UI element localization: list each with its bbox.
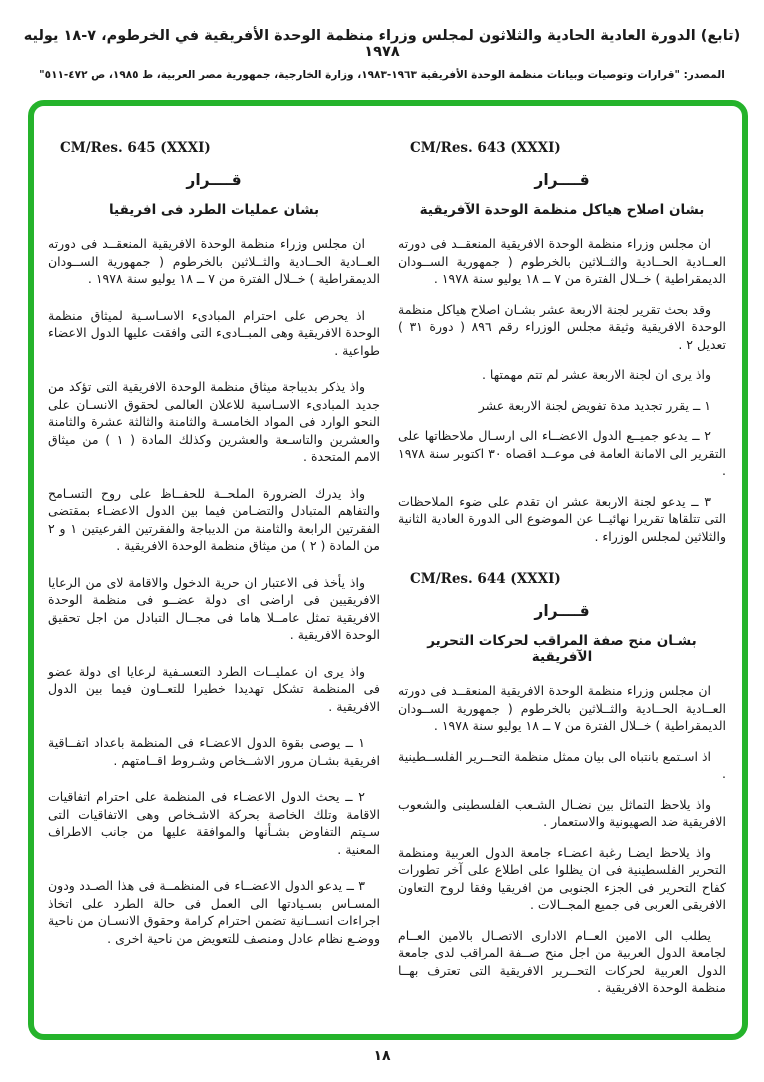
- page-number: ١٨: [373, 1048, 391, 1064]
- resolution-645: [48, 140, 380, 947]
- paragraph: اذ اسـتمع بانتباه الى بيان ممثل منظمة التحــرير الفلســطينية .: [398, 748, 726, 781]
- resolution-645-title: بشان عمليات الطرد فى افريقيا: [108, 202, 320, 218]
- paragraph: ١ ــ يقرر تجديد مدة تفويض لجنة الاربعة عشر: [478, 397, 711, 413]
- paragraph: واذ يأخذ فى الاعتبار ان حرية الدخول والاقامة لاى من الرعايا الافريقيين فى اراضى اى دولة عضــو فى منظمة الوحدة الافريقية تمثل عامــلا هاما فى مجــال التبادل من اجل تحقيق الوحدة الافريقية .: [48, 574, 380, 642]
- resolution-645-qarar-heading: قــــرار: [186, 171, 242, 189]
- paragraph: واذ يلاحظ التماثل بين نضـال الشـعب الفلسطينى والشعوب الافريقية ضد الصهيونية والاستعمار .: [398, 796, 726, 829]
- resolution-643-qarar-heading: قــــرار: [534, 171, 590, 189]
- paragraph: يطلب الى الامين العــام الادارى الاتصـال بالامين العــام لجامعة الدول العربية من اجل منح صــفة المراقب لدى جامعة الدول العربية لحركات التحــرير الافريقية التى تعترف بهــا منظمة الوحدة الافريقية .: [398, 927, 726, 995]
- document-frame: [28, 100, 748, 1040]
- paragraph: ٣ ــ يدعو لجنة الاربعة عشر ان تقدم على ضوء الملاحظات التى تتلقاها تقريرا نهائيــا عن الموضوع الى الدورة العادية الثانية والثلاثين لمجلس الوزراء .: [398, 493, 726, 544]
- resolution-644-title: بشـان منح صفة المراقب لحركات التحرير الآفريقية: [427, 633, 697, 665]
- paragraph: واذ يرى ان لجنة الاربعة عشر لم تتم مهمتها .: [481, 367, 711, 382]
- paragraph: اذ يحرص على احترام المبادىء الاسـاسـية لميثاق منظمة الوحدة الافريقية وهى المبــادىء التى وافقت عليها الدول الاعضاء طواعية .: [48, 307, 380, 358]
- paragraph: ٢ ــ يحث الدول الاعضـاء فى المنظمة على احترام اتفاقيات الاقامة وتلك الخاصة بحركة الاشـخاص وهى الاتفاقيات التى سـيتم التفاوض بشـأنها والموافقة عليها من جانب الاطراف المعنية .: [48, 789, 380, 857]
- paragraph: ان مجلس وزراء منظمة الوحدة الافريقية المنعقــد فى دورته العــادية الحــادية والثــلاثين بالخرطوم ( جمهورية الســودان الديمقراطية ) خــلال الفترة من ٧ ــ ١٨ يوليو سنة ١٩٧٨ .: [398, 236, 726, 286]
- page-header: [10, 28, 754, 81]
- paragraph: ان مجلس وزراء منظمة الوحدة الافريقية المنعقــد فى دورته العــادية الحــادية والثــلاثين بالخرطوم ( جمهورية الســودان الديمقراطية ) خــلال الفترة من ٧ ــ ١٨ يوليو سنة ١٩٧٨ .: [398, 683, 726, 733]
- header-session-line: (تابع) الدورة العادية الحادية والثلاثون لمجلس وزراء منظمة الوحدة الأفريقية في الخرطوم، ٧-١٨ يوليه ١٩٧٨: [23, 28, 741, 60]
- paragraph: ٢ ــ يدعو جميــع الدول الاعضــاء الى ارسـال ملاحظاتها على التقرير الى الامانة العامة فى موعــد اقصاه ٣٠ اكتوبر سنة ١٩٧٨ .: [398, 428, 726, 478]
- paragraph: واذ يذكر بديباجة ميثاق منظمة الوحدة الافريقية التى تؤكد من جديد المبادىء الاسـاسية للاعلان العالمى لحقوق الانسـان على النحو الوارد فى المواد الخامسـة والثامنة والثالثة عشرة والثامنة والعشرين والتاسـعة والعشرين وكذلك المادة ( ١ ) من ميثاق الامم المتحدة .: [48, 379, 380, 464]
- resolution-643-title: بشان اصلاح هياكل منظمة الوحدة الآفريقية: [419, 202, 705, 218]
- paragraph: ان مجلس وزراء منظمة الوحدة الافريقية المنعقــد فى دورته العــادية الحــادية والثــلاثين بالخرطوم ( جمهورية الســودان الديمقراطية ) خــلال الفترة من ٧ ــ ١٨ يوليو سنة ١٩٧٨ .: [48, 236, 380, 286]
- resolution-644: [398, 571, 726, 997]
- paragraph: واذ يرى ان عمليــات الطرد التعسـفية لرعايا اى دولة عضو فى المنظمة تشكل تهديدا خطيرا للتعــاون فيما بين الدول الافريقية .: [48, 663, 380, 714]
- resolution-645-number: CM/Res. 645 (XXXI): [60, 140, 211, 156]
- paragraph: ١ ــ يوصى بقوة الدول الاعضـاء فى المنظمة باعداد اتفــاقية افريقية بشـان مرور الاشــخاص وشـروط اقــامتهم .: [48, 735, 380, 768]
- resolution-644-qarar-heading: قــــرار: [534, 602, 590, 620]
- resolution-643: [398, 140, 726, 545]
- column-left: [48, 140, 380, 966]
- resolution-643-number: CM/Res. 643 (XXXI): [410, 140, 561, 156]
- paragraph: ٣ ــ يدعو الدول الاعضــاء فى المنظمــة فى هذا الصـدد ودون المسـاس بسـيادتها الى العمل فى حالة الطرد على اتخاذ اجراءات انســانية تضمن احترام كرامة وحقوق الانسـان من ناحية ووضـع نظام عادل ومنصف للتعويض من ناحية اخرى .: [48, 878, 380, 946]
- column-right: [398, 140, 726, 1010]
- paragraph: وقد بحث تقرير لجنة الاربعة عشر بشـان اصلاح هياكل منظمة الوحدة الافريقية وثيقة مجلس الوزراء رقم ٨٩٦ ( دورة ٣١ ) تعديل ٢ .: [398, 301, 727, 352]
- resolution-644-number: CM/Res. 644 (XXXI): [410, 571, 561, 587]
- header-source-line: المصدر: "قرارات وتوصيات وبيانات منظمة الوحدة الأفريقية ١٩٦٣-١٩٨٣، وزارة الخارجية، جمهورية مصر العربية، ط ١٩٨٥، ص ٤٧٢-٥١١": [39, 69, 725, 81]
- paragraph: واذ يدرك الضرورة الملحــة للحفــاظ على روح التسـامح والتفاهم المتبادل والتضـامن فيما بين الدول الاعضـاء بمقتضى الفقرتين الرابعة والثامنة من الديباجة والفقرتين الفرعيتين ١ و ٢ من المادة ( ٢ ) من ميثاق منظمة الوحدة الافريقية .: [48, 485, 381, 553]
- paragraph: واذ يلاحظ ايضـا رغبة اعضـاء جامعة الدول العربية ومنظمة التحرير الفلسطينية فى ان يظلوا على اطلاع على آخر تطورات كفاح التحرير فى الجزء الجنوبى من افريقيا وفقا لروح التعاون الافريقى العربى فى جميع المجــالات .: [398, 844, 726, 912]
